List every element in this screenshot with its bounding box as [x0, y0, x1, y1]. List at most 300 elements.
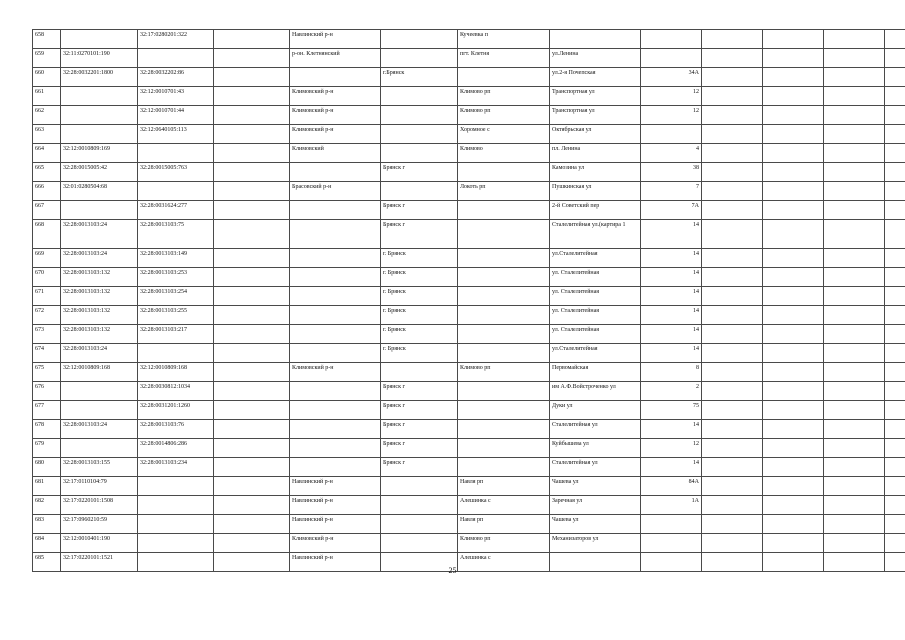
- cadastral-number-cell: 32:17:0220101:1521: [61, 553, 138, 572]
- col-12-cell: [824, 87, 885, 106]
- street-cell: Сталелитейная ул: [550, 458, 641, 477]
- col-10-cell: [702, 344, 763, 363]
- district-cell: [290, 220, 381, 249]
- col-12-cell: [824, 68, 885, 87]
- col-12-cell: [824, 201, 885, 220]
- settlement-cell: [458, 268, 550, 287]
- col-12-cell: [824, 125, 885, 144]
- object-number-cell: 32:28:0015005:763: [138, 163, 214, 182]
- object-number-cell: 32:12:0010701:44: [138, 106, 214, 125]
- page-number: 25: [448, 566, 457, 575]
- col-11-cell: [763, 268, 824, 287]
- col-10-cell: [702, 534, 763, 553]
- district-cell: Навлинский р-н: [290, 496, 381, 515]
- house-number-cell: 38: [641, 163, 702, 182]
- cadastral-number-cell: 32:28:0015005:42: [61, 163, 138, 182]
- city-cell: г. Брянск: [381, 268, 458, 287]
- row-number-cell: 669: [33, 249, 61, 268]
- col-10-cell: [702, 325, 763, 344]
- col-13-cell: [885, 401, 905, 420]
- settlement-cell: [458, 382, 550, 401]
- district-cell: [290, 287, 381, 306]
- district-cell: [290, 268, 381, 287]
- object-number-cell: 32:28:0013103:149: [138, 249, 214, 268]
- table-row: [33, 496, 905, 515]
- object-number-cell: [138, 144, 214, 163]
- city-cell: г. Брянск: [381, 325, 458, 344]
- house-number-cell: 2: [641, 382, 702, 401]
- city-cell: [381, 515, 458, 534]
- house-number-cell: 1А: [641, 496, 702, 515]
- col-4-cell: [214, 30, 290, 49]
- col-10-cell: [702, 106, 763, 125]
- district-cell: [290, 420, 381, 439]
- settlement-cell: Климово: [458, 144, 550, 163]
- col-10-cell: [702, 401, 763, 420]
- col-4-cell: [214, 125, 290, 144]
- col-11-cell: [763, 496, 824, 515]
- col-13-cell: [885, 220, 905, 249]
- district-cell: Климовский р-н: [290, 87, 381, 106]
- col-11-cell: [763, 439, 824, 458]
- house-number-cell: 75: [641, 401, 702, 420]
- house-number-cell: 14: [641, 249, 702, 268]
- cadastral-number-cell: [61, 87, 138, 106]
- col-12-cell: [824, 144, 885, 163]
- house-number-cell: 7А: [641, 201, 702, 220]
- cadastral-number-cell: 32:28:0013103:132: [61, 268, 138, 287]
- col-4-cell: [214, 106, 290, 125]
- table-row: [33, 68, 905, 87]
- col-12-cell: [824, 496, 885, 515]
- district-cell: [290, 382, 381, 401]
- settlement-cell: [458, 401, 550, 420]
- col-11-cell: [763, 30, 824, 49]
- cadastral-number-cell: 32:28:0013103:24: [61, 344, 138, 363]
- street-cell: Сталелитейная ул.(картира 1: [550, 220, 641, 249]
- col-10-cell: [702, 201, 763, 220]
- street-cell: Заречная ул: [550, 496, 641, 515]
- district-cell: [290, 344, 381, 363]
- col-12-cell: [824, 182, 885, 201]
- district-cell: р-он. Клетнянский: [290, 49, 381, 68]
- street-cell: Сталелитейная ул: [550, 420, 641, 439]
- col-11-cell: [763, 306, 824, 325]
- object-number-cell: 32:12:0640105:113: [138, 125, 214, 144]
- row-number-cell: 663: [33, 125, 61, 144]
- object-number-cell: [138, 496, 214, 515]
- col-11-cell: [763, 201, 824, 220]
- district-cell: Климовский р-н: [290, 106, 381, 125]
- col-4-cell: [214, 363, 290, 382]
- col-13-cell: [885, 534, 905, 553]
- col-13-cell: [885, 363, 905, 382]
- house-number-cell: 14: [641, 287, 702, 306]
- col-13-cell: [885, 49, 905, 68]
- cadastral-number-cell: [61, 201, 138, 220]
- settlement-cell: [458, 68, 550, 87]
- street-cell: [550, 30, 641, 49]
- city-cell: г.Брянск: [381, 68, 458, 87]
- table-row: [33, 363, 905, 382]
- city-cell: [381, 144, 458, 163]
- object-number-cell: 32:28:0013103:253: [138, 268, 214, 287]
- col-10-cell: [702, 287, 763, 306]
- row-number-cell: 679: [33, 439, 61, 458]
- city-cell: Брянск г: [381, 163, 458, 182]
- settlement-cell: [458, 201, 550, 220]
- col-4-cell: [214, 496, 290, 515]
- row-number-cell: 662: [33, 106, 61, 125]
- col-12-cell: [824, 249, 885, 268]
- district-cell: [290, 401, 381, 420]
- col-10-cell: [702, 87, 763, 106]
- city-cell: Брянск г: [381, 382, 458, 401]
- cadastral-number-cell: 32:17:0960210:59: [61, 515, 138, 534]
- col-13-cell: [885, 325, 905, 344]
- col-11-cell: [763, 49, 824, 68]
- street-cell: Куйбышева ул: [550, 439, 641, 458]
- street-cell: Транспортная ул: [550, 106, 641, 125]
- col-4-cell: [214, 87, 290, 106]
- col-10-cell: [702, 163, 763, 182]
- col-12-cell: [824, 163, 885, 182]
- col-12-cell: [824, 268, 885, 287]
- table-row: [33, 163, 905, 182]
- col-4-cell: [214, 458, 290, 477]
- city-cell: г. Брянск: [381, 287, 458, 306]
- col-4-cell: [214, 439, 290, 458]
- col-4-cell: [214, 534, 290, 553]
- cadastral-number-cell: [61, 382, 138, 401]
- col-4-cell: [214, 477, 290, 496]
- col-11-cell: [763, 106, 824, 125]
- cadastral-number-cell: 32:17:0110104:79: [61, 477, 138, 496]
- table-row: [33, 249, 905, 268]
- city-cell: Брянск г: [381, 401, 458, 420]
- house-number-cell: [641, 30, 702, 49]
- street-cell: ул. Сталелитейная: [550, 287, 641, 306]
- col-4-cell: [214, 49, 290, 68]
- col-10-cell: [702, 515, 763, 534]
- row-number-cell: 658: [33, 30, 61, 49]
- col-13-cell: [885, 163, 905, 182]
- district-cell: Навлинский р-н: [290, 30, 381, 49]
- house-number-cell: 8: [641, 363, 702, 382]
- col-11-cell: [763, 458, 824, 477]
- row-number-cell: 664: [33, 144, 61, 163]
- object-number-cell: 32:17:0280201:322: [138, 30, 214, 49]
- col-11-cell: [763, 344, 824, 363]
- col-13-cell: [885, 496, 905, 515]
- col-10-cell: [702, 306, 763, 325]
- settlement-cell: пгт. Клетня: [458, 49, 550, 68]
- row-number-cell: 665: [33, 163, 61, 182]
- house-number-cell: 14: [641, 220, 702, 249]
- col-13-cell: [885, 515, 905, 534]
- cadastral-number-cell: 32:01:0280504:68: [61, 182, 138, 201]
- col-4-cell: [214, 515, 290, 534]
- object-number-cell: 32:12:0010809:168: [138, 363, 214, 382]
- street-cell: ул. Сталелитейная: [550, 268, 641, 287]
- district-cell: [290, 68, 381, 87]
- col-4-cell: [214, 68, 290, 87]
- col-13-cell: [885, 344, 905, 363]
- col-4-cell: [214, 344, 290, 363]
- col-12-cell: [824, 534, 885, 553]
- col-11-cell: [763, 515, 824, 534]
- district-cell: Брасовский р-н: [290, 182, 381, 201]
- district-cell: [290, 458, 381, 477]
- col-13-cell: [885, 287, 905, 306]
- cadastral-number-cell: 32:28:0032201:1800: [61, 68, 138, 87]
- district-cell: [290, 325, 381, 344]
- object-number-cell: 32:12:0010701:43: [138, 87, 214, 106]
- city-cell: [381, 106, 458, 125]
- row-number-cell: 675: [33, 363, 61, 382]
- col-13-cell: [885, 30, 905, 49]
- city-cell: [381, 30, 458, 49]
- col-13-cell: [885, 87, 905, 106]
- col-11-cell: [763, 249, 824, 268]
- street-cell: Октябрьская ул: [550, 125, 641, 144]
- street-cell: Чашева ул: [550, 477, 641, 496]
- object-number-cell: 32:28:0031624:277: [138, 201, 214, 220]
- col-13-cell: [885, 382, 905, 401]
- col-10-cell: [702, 49, 763, 68]
- col-11-cell: [763, 325, 824, 344]
- col-11-cell: [763, 382, 824, 401]
- cadastral-number-cell: 32:12:0010809:168: [61, 363, 138, 382]
- col-4-cell: [214, 306, 290, 325]
- city-cell: [381, 477, 458, 496]
- table-row: [33, 477, 905, 496]
- col-13-cell: [885, 458, 905, 477]
- col-10-cell: [702, 382, 763, 401]
- object-number-cell: 32:28:0013103:217: [138, 325, 214, 344]
- object-number-cell: 32:28:0013103:76: [138, 420, 214, 439]
- house-number-cell: 14: [641, 458, 702, 477]
- table-row: [33, 201, 905, 220]
- col-12-cell: [824, 515, 885, 534]
- city-cell: [381, 49, 458, 68]
- house-number-cell: [641, 515, 702, 534]
- cadastral-number-cell: [61, 401, 138, 420]
- table-row: [33, 382, 905, 401]
- col-13-cell: [885, 201, 905, 220]
- cadastral-number-cell: 32:28:0013103:155: [61, 458, 138, 477]
- row-number-cell: 672: [33, 306, 61, 325]
- object-number-cell: [138, 344, 214, 363]
- col-11-cell: [763, 420, 824, 439]
- house-number-cell: [641, 534, 702, 553]
- row-number-cell: 674: [33, 344, 61, 363]
- district-cell: [290, 201, 381, 220]
- object-number-cell: 32:28:0013103:234: [138, 458, 214, 477]
- object-number-cell: [138, 182, 214, 201]
- city-cell: г. Брянск: [381, 344, 458, 363]
- table-row: [33, 87, 905, 106]
- settlement-cell: [458, 458, 550, 477]
- table-row: [33, 125, 905, 144]
- col-13-cell: [885, 477, 905, 496]
- col-11-cell: [763, 144, 824, 163]
- row-number-cell: 683: [33, 515, 61, 534]
- object-number-cell: [138, 515, 214, 534]
- table-row: [33, 49, 905, 68]
- col-10-cell: [702, 496, 763, 515]
- row-number-cell: 666: [33, 182, 61, 201]
- row-number-cell: 684: [33, 534, 61, 553]
- city-cell: г. Брянск: [381, 306, 458, 325]
- cadastral-number-cell: 32:28:0013103:132: [61, 325, 138, 344]
- settlement-cell: [458, 344, 550, 363]
- col-12-cell: [824, 30, 885, 49]
- city-cell: [381, 125, 458, 144]
- col-10-cell: [702, 125, 763, 144]
- settlement-cell: [458, 163, 550, 182]
- object-number-cell: 32:28:0013103:254: [138, 287, 214, 306]
- table-row: [33, 306, 905, 325]
- col-13-cell: [885, 420, 905, 439]
- row-number-cell: 659: [33, 49, 61, 68]
- table-row: [33, 268, 905, 287]
- table-row: [33, 325, 905, 344]
- street-cell: Камозина ул: [550, 163, 641, 182]
- col-4-cell: [214, 420, 290, 439]
- col-4-cell: [214, 287, 290, 306]
- object-number-cell: 32:28:0031201:1260: [138, 401, 214, 420]
- street-cell: Пушкинская ул: [550, 182, 641, 201]
- district-cell: Климовский р-н: [290, 363, 381, 382]
- district-cell: [290, 249, 381, 268]
- col-13-cell: [885, 249, 905, 268]
- col-10-cell: [702, 30, 763, 49]
- col-12-cell: [824, 106, 885, 125]
- city-cell: [381, 496, 458, 515]
- col-11-cell: [763, 182, 824, 201]
- col-4-cell: [214, 268, 290, 287]
- table-row: [33, 534, 905, 553]
- col-4-cell: [214, 325, 290, 344]
- district-cell: [290, 439, 381, 458]
- cadastral-number-cell: 32:12:0010401:190: [61, 534, 138, 553]
- col-12-cell: [824, 382, 885, 401]
- col-11-cell: [763, 125, 824, 144]
- cadastral-number-cell: 32:28:0013103:24: [61, 220, 138, 249]
- district-cell: Климовский: [290, 144, 381, 163]
- table-row: [33, 30, 905, 49]
- cadastral-number-cell: 32:28:0013103:132: [61, 287, 138, 306]
- district-cell: Климовский р-н: [290, 125, 381, 144]
- col-12-cell: [824, 439, 885, 458]
- table-row: [33, 287, 905, 306]
- col-4-cell: [214, 144, 290, 163]
- object-number-cell: 32:28:0030812:1034: [138, 382, 214, 401]
- city-cell: Брянск г: [381, 201, 458, 220]
- cadastral-number-cell: [61, 30, 138, 49]
- col-12-cell: [824, 325, 885, 344]
- col-12-cell: [824, 401, 885, 420]
- col-4-cell: [214, 182, 290, 201]
- house-number-cell: [641, 125, 702, 144]
- col-10-cell: [702, 68, 763, 87]
- house-number-cell: 14: [641, 325, 702, 344]
- row-number-cell: 676: [33, 382, 61, 401]
- street-cell: ул.2-я Почепская: [550, 68, 641, 87]
- city-cell: [381, 182, 458, 201]
- settlement-cell: Климово рп: [458, 534, 550, 553]
- cadastral-number-cell: 32:11:0270101:190: [61, 49, 138, 68]
- table-row: [33, 515, 905, 534]
- col-11-cell: [763, 87, 824, 106]
- col-10-cell: [702, 363, 763, 382]
- col-11-cell: [763, 68, 824, 87]
- settlement-cell: Климово рп: [458, 363, 550, 382]
- col-4-cell: [214, 382, 290, 401]
- col-13-cell: [885, 68, 905, 87]
- settlement-cell: Климово рп: [458, 106, 550, 125]
- col-10-cell: [702, 220, 763, 249]
- col-10-cell: [702, 420, 763, 439]
- street-cell: Транспортная ул: [550, 87, 641, 106]
- col-10-cell: [702, 144, 763, 163]
- settlement-cell: Хоромное с: [458, 125, 550, 144]
- settlement-cell: Локоть рп: [458, 182, 550, 201]
- col-11-cell: [763, 477, 824, 496]
- col-10-cell: [702, 439, 763, 458]
- row-number-cell: 673: [33, 325, 61, 344]
- settlement-cell: Алешинка с: [458, 496, 550, 515]
- street-cell: ул. Сталелитейная: [550, 306, 641, 325]
- col-10-cell: [702, 458, 763, 477]
- object-number-cell: [138, 534, 214, 553]
- cadastral-number-cell: [61, 106, 138, 125]
- col-4-cell: [214, 201, 290, 220]
- col-12-cell: [824, 363, 885, 382]
- table-row: [33, 106, 905, 125]
- object-number-cell: 32:28:0013103:255: [138, 306, 214, 325]
- col-12-cell: [824, 220, 885, 249]
- house-number-cell: 12: [641, 87, 702, 106]
- col-12-cell: [824, 287, 885, 306]
- table-row: [33, 439, 905, 458]
- cadastral-number-cell: 32:28:0013103:24: [61, 249, 138, 268]
- col-11-cell: [763, 220, 824, 249]
- row-number-cell: 670: [33, 268, 61, 287]
- row-number-cell: 667: [33, 201, 61, 220]
- city-cell: [381, 363, 458, 382]
- row-number-cell: 678: [33, 420, 61, 439]
- row-number-cell: 677: [33, 401, 61, 420]
- street-cell: Механизаторов ул: [550, 534, 641, 553]
- col-12-cell: [824, 344, 885, 363]
- street-cell: ул. Сталелитейная: [550, 325, 641, 344]
- house-number-cell: [641, 49, 702, 68]
- city-cell: Брянск г: [381, 439, 458, 458]
- col-12-cell: [824, 420, 885, 439]
- settlement-cell: Навля рп: [458, 515, 550, 534]
- street-cell: им А.Ф.Войстроченко ул: [550, 382, 641, 401]
- property-table: [32, 29, 905, 572]
- cadastral-number-cell: 32:28:0013103:132: [61, 306, 138, 325]
- settlement-cell: [458, 306, 550, 325]
- district-cell: Навлинский р-н: [290, 515, 381, 534]
- city-cell: [381, 534, 458, 553]
- house-number-cell: 14: [641, 268, 702, 287]
- col-4-cell: [214, 249, 290, 268]
- city-cell: г. Брянск: [381, 249, 458, 268]
